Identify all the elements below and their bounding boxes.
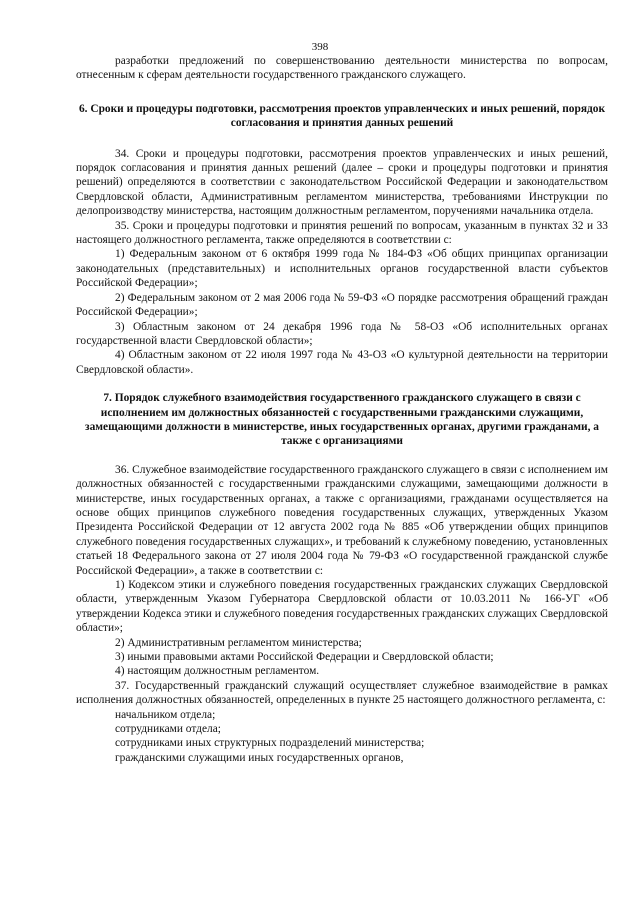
list-item: гражданскими служащими иных государственных органов, (115, 751, 404, 764)
list-item: начальником отдела; (115, 708, 216, 721)
paragraph-35-item-3: 3) Областным законом от 24 декабря 1996 года № 58-ОЗ «Об исполнительных органах государственной власти Свердловской области»; (76, 320, 608, 347)
paragraph-36-item-1: 1) Кодексом этики и служебного поведения государственных гражданских служащих Свердловской области, утвержденным Указом Губернатора Свердловской области от 10.03.2011 № 166-УГ «Об утверждении Кодекса этики и служебного поведения государственных гражданских служащих Свердловской области»; (76, 579, 608, 635)
paragraph-35-item-2: 2) Федеральным законом от 2 мая 2006 года № 59-ФЗ «О порядке рассмотрения обращений граждан Российской Федерации»; (76, 291, 608, 319)
section-7-heading: 7. Порядок служебного взаимодействия государственного гражданского служащего в связи с исполнением им должностных обязанностей с государственными гражданскими служащими, замещающими должности в министерстве, иных государственных органах, другими гражданами, а также с организациями (85, 392, 599, 448)
paragraph-36-item-4: 4) настоящим должностным регламентом. (115, 665, 320, 678)
paragraph-35-item-4: 4) Областным законом от 22 июля 1997 года № 43-ОЗ «О культурной деятельности на территории Свердловской области». (76, 349, 608, 376)
paragraph-36-item-3: 3) иными правовыми актами Российской Федерации и Свердловской области; (115, 651, 494, 664)
paragraph-35-item-1: 1) Федеральным законом от 6 октября 1999 года № 184-ФЗ «Об общих принципах организации законодательных (представительных) и исполнительных органов государственной власти субъектов Российской Федерации»; (76, 248, 608, 290)
paragraph-35: 35. Сроки и процедуры подготовки и принятия решений по вопросам, указанным в пунктах 32 и 33 настоящего должностного регламента, также определяются в соответствии с: (76, 219, 608, 247)
paragraph-36: 36. Служебное взаимодействие государственного гражданского служащего в связи с исполнением им должностных обязанностей с государственными гражданскими служащими, замещающими должности в министерстве, иных государственных органах, а также с организациями, гражданами осуществляется на основе общих принципов служебного поведения государственных служащих, утвержденных Указом Президента Российской Федерации от 12 августа 2002 года № 885 «Об утверждении общих принципов служебного поведения государственных служащих», и требований к служебному поведению, установленных статьей 18 Федерального закона от 27 июля 2004 года № 79-ФЗ «О государственной гражданской службе Российской Федерации», а также в соответствии с: (76, 463, 608, 577)
list-item: сотрудниками иных структурных подразделений министерства; (115, 737, 425, 750)
section-6-heading: 6. Сроки и процедуры подготовки, рассмотрения проектов управленческих и иных решений, порядок согласования и принятия данных решений (78, 102, 606, 130)
page-number: 398 (311, 41, 329, 53)
paragraph-intro: разработки предложений по совершенствованию деятельности министерства по вопросам, отнесенным к сферам деятельности государственного гражданского служащего. (76, 55, 608, 82)
paragraph-34: 34. Сроки и процедуры подготовки, рассмотрения проектов управленческих и иных решений, порядок согласования и принятия данных решений (далее – сроки и процедуры подготовки и принятия решений) определяются в соответствии с законодательством Российской Федерации и законодательством Свердловской области, Административным регламентом министерства, требованиями Инструкции по делопроизводству министерства, настоящим должностным регламентом, поручениями начальника отдела. (76, 147, 608, 218)
document-body (76, 54, 608, 765)
paragraph-36-item-2: 2) Административным регламентом министерства; (115, 636, 362, 649)
list-item: сотрудниками отдела; (115, 723, 221, 736)
paragraph-37: 37. Государственный гражданский служащий осуществляет служебное взаимодействие в рамках исполнения должностных обязанностей, определенных в пункте 25 настоящего должностного регламента, с: (76, 679, 608, 707)
